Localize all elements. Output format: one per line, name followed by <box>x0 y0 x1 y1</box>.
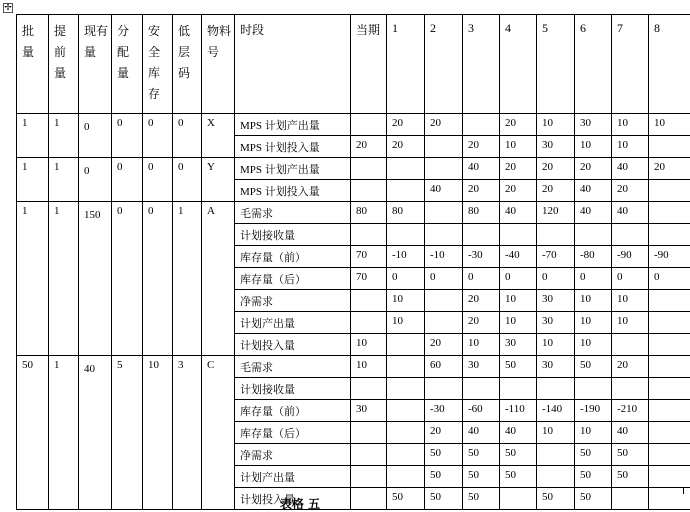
value-cell: 40 <box>463 158 500 180</box>
value-cell <box>612 334 649 356</box>
row-label: 库存量（后） <box>235 422 351 444</box>
value-cell <box>575 378 612 400</box>
item-param-cell: 0 <box>112 202 143 356</box>
value-cell: 10 <box>537 422 575 444</box>
column-header: 5 <box>537 15 575 114</box>
value-cell: 10 <box>575 422 612 444</box>
value-cell: 0 <box>425 268 463 290</box>
item-param-cell: C <box>202 356 235 510</box>
item-param-cell: 5 <box>112 356 143 510</box>
value-cell: -210 <box>612 400 649 422</box>
value-cell: 30 <box>537 312 575 334</box>
table-row <box>17 158 690 180</box>
column-header: 安全库存 <box>143 15 173 114</box>
value-cell <box>500 224 537 246</box>
value-cell <box>649 400 690 422</box>
value-cell: 10 <box>575 312 612 334</box>
value-cell <box>387 224 425 246</box>
value-cell: 120 <box>537 202 575 224</box>
value-cell <box>425 136 463 158</box>
value-cell <box>351 290 387 312</box>
value-cell: 10 <box>649 114 690 136</box>
value-cell: 40 <box>463 422 500 444</box>
value-cell: -140 <box>537 400 575 422</box>
item-param-cell: 1 <box>49 114 79 158</box>
mrp-table-body <box>17 15 690 510</box>
value-cell <box>537 224 575 246</box>
value-cell: 30 <box>575 114 612 136</box>
column-header: 低层码 <box>173 15 202 114</box>
value-cell: 50 <box>612 466 649 488</box>
value-cell: -70 <box>537 246 575 268</box>
value-cell <box>387 356 425 378</box>
value-cell: 0 <box>612 268 649 290</box>
value-cell <box>351 466 387 488</box>
value-cell <box>649 378 690 400</box>
item-param-cell: 0 <box>112 114 143 158</box>
row-label: 库存量（前） <box>235 400 351 422</box>
value-cell: 50 <box>387 488 425 510</box>
value-cell: 40 <box>575 180 612 202</box>
value-cell: -60 <box>463 400 500 422</box>
value-cell: -30 <box>425 400 463 422</box>
value-cell <box>537 466 575 488</box>
item-param-cell: 1 <box>49 158 79 202</box>
table-row <box>17 114 690 136</box>
value-cell <box>387 466 425 488</box>
row-label: 净需求 <box>235 290 351 312</box>
value-cell: 80 <box>351 202 387 224</box>
item-param-cell: 50 <box>17 356 49 510</box>
value-cell: 10 <box>537 334 575 356</box>
value-cell: 50 <box>425 488 463 510</box>
item-param-cell: 1 <box>173 202 202 356</box>
value-cell <box>425 290 463 312</box>
row-label: 毛需求 <box>235 356 351 378</box>
value-cell: 30 <box>463 356 500 378</box>
row-label: MPS 计划投入量 <box>235 136 351 158</box>
value-cell <box>649 312 690 334</box>
value-cell: 50 <box>575 444 612 466</box>
value-cell <box>351 114 387 136</box>
value-cell: 50 <box>425 444 463 466</box>
value-cell: 40 <box>425 180 463 202</box>
value-cell: 20 <box>612 180 649 202</box>
item-param-cell: A <box>202 202 235 356</box>
item-param-cell: 1 <box>49 202 79 356</box>
table-row <box>17 202 690 224</box>
column-header: 1 <box>387 15 425 114</box>
value-cell: 50 <box>463 488 500 510</box>
value-cell: 20 <box>463 312 500 334</box>
item-param-cell: 1 <box>49 356 79 510</box>
value-cell: 20 <box>351 136 387 158</box>
value-cell: 0 <box>387 268 425 290</box>
column-header: 2 <box>425 15 463 114</box>
value-cell: -30 <box>463 246 500 268</box>
row-label: 计划投入量 <box>235 334 351 356</box>
item-param-cell: 0 <box>143 158 173 202</box>
value-cell: 20 <box>500 180 537 202</box>
value-cell <box>649 224 690 246</box>
value-cell <box>351 158 387 180</box>
row-label: MPS 计划投入量 <box>235 180 351 202</box>
value-cell: 10 <box>387 312 425 334</box>
item-param-cell: 10 <box>143 356 173 510</box>
row-label: 计划投入量 <box>235 488 351 510</box>
column-header: 时段 <box>235 15 351 114</box>
value-cell: -110 <box>500 400 537 422</box>
value-cell: 20 <box>425 334 463 356</box>
value-cell: 30 <box>351 400 387 422</box>
value-cell: 50 <box>425 466 463 488</box>
item-param-cell: Y <box>202 158 235 202</box>
value-cell: 10 <box>463 334 500 356</box>
value-cell <box>387 158 425 180</box>
mrp-table <box>16 14 690 510</box>
value-cell <box>387 444 425 466</box>
value-cell: 10 <box>500 136 537 158</box>
value-cell <box>612 378 649 400</box>
value-cell: 0 <box>537 268 575 290</box>
value-cell: 40 <box>612 202 649 224</box>
value-cell: 50 <box>500 444 537 466</box>
value-cell: 20 <box>612 356 649 378</box>
value-cell: 20 <box>500 158 537 180</box>
value-cell: 10 <box>575 136 612 158</box>
row-label: 计划产出量 <box>235 312 351 334</box>
value-cell <box>649 466 690 488</box>
value-cell <box>425 202 463 224</box>
value-cell: 60 <box>425 356 463 378</box>
value-cell <box>351 444 387 466</box>
value-cell <box>387 378 425 400</box>
value-cell: 10 <box>612 136 649 158</box>
value-cell: 70 <box>351 268 387 290</box>
page-corner-mark <box>683 487 688 494</box>
value-cell: 20 <box>537 180 575 202</box>
value-cell <box>351 378 387 400</box>
value-cell: 70 <box>351 246 387 268</box>
value-cell <box>425 224 463 246</box>
value-cell: 10 <box>575 290 612 312</box>
value-cell <box>649 422 690 444</box>
value-cell: 20 <box>387 136 425 158</box>
value-cell: 10 <box>387 290 425 312</box>
value-cell: 0 <box>649 268 690 290</box>
column-header: 批量 <box>17 15 49 114</box>
value-cell: 50 <box>463 444 500 466</box>
value-cell <box>500 378 537 400</box>
value-cell: 40 <box>500 202 537 224</box>
value-cell <box>537 378 575 400</box>
value-cell: 10 <box>351 334 387 356</box>
row-label: 计划接收量 <box>235 378 351 400</box>
item-param-cell: X <box>202 114 235 158</box>
value-cell: -40 <box>500 246 537 268</box>
value-cell: 80 <box>463 202 500 224</box>
value-cell <box>351 312 387 334</box>
value-cell <box>537 444 575 466</box>
value-cell: 50 <box>612 444 649 466</box>
row-label: 库存量（后） <box>235 268 351 290</box>
item-param-cell: 0 <box>143 114 173 158</box>
value-cell: 20 <box>463 136 500 158</box>
column-header: 物料号 <box>202 15 235 114</box>
value-cell: 50 <box>537 488 575 510</box>
value-cell: 20 <box>463 180 500 202</box>
item-param-cell: 0 <box>143 202 173 356</box>
column-header: 分配量 <box>112 15 143 114</box>
item-param-cell: 0 <box>173 114 202 158</box>
row-label: 库存量（前） <box>235 246 351 268</box>
value-cell: 20 <box>425 114 463 136</box>
value-cell <box>649 290 690 312</box>
value-cell: -190 <box>575 400 612 422</box>
value-cell: 40 <box>612 422 649 444</box>
value-cell: -90 <box>649 246 690 268</box>
value-cell: 20 <box>575 158 612 180</box>
value-cell: 20 <box>463 290 500 312</box>
item-param-cell: 0 <box>112 158 143 202</box>
value-cell <box>649 356 690 378</box>
row-label: 计划接收量 <box>235 224 351 246</box>
value-cell: 10 <box>612 114 649 136</box>
value-cell <box>463 224 500 246</box>
value-cell: 10 <box>575 334 612 356</box>
value-cell <box>649 202 690 224</box>
item-param-cell: 0 <box>79 158 112 202</box>
value-cell: 20 <box>500 114 537 136</box>
value-cell: 40 <box>500 422 537 444</box>
value-cell: 20 <box>537 158 575 180</box>
value-cell <box>463 378 500 400</box>
item-param-cell: 1 <box>17 114 49 158</box>
value-cell: 0 <box>500 268 537 290</box>
row-label: 毛需求 <box>235 202 351 224</box>
value-cell: 50 <box>575 466 612 488</box>
value-cell: 10 <box>500 312 537 334</box>
value-cell <box>463 114 500 136</box>
value-cell: 10 <box>500 290 537 312</box>
item-param-cell: 1 <box>17 202 49 356</box>
value-cell: 80 <box>387 202 425 224</box>
value-cell: 20 <box>649 158 690 180</box>
value-cell: 50 <box>575 356 612 378</box>
value-cell: 50 <box>500 466 537 488</box>
value-cell <box>649 334 690 356</box>
column-header: 当期 <box>351 15 387 114</box>
value-cell: 50 <box>463 466 500 488</box>
item-param-cell: 3 <box>173 356 202 510</box>
value-cell: 30 <box>537 136 575 158</box>
table-row <box>17 356 690 378</box>
value-cell <box>575 224 612 246</box>
column-header: 3 <box>463 15 500 114</box>
table-move-handle-icon[interactable]: ✢ <box>3 3 13 13</box>
value-cell: -80 <box>575 246 612 268</box>
value-cell <box>612 488 649 510</box>
value-cell: -10 <box>387 246 425 268</box>
value-cell: 10 <box>612 312 649 334</box>
item-param-cell: 0 <box>173 158 202 202</box>
table-caption: 表格 五 <box>0 495 600 512</box>
row-label: MPS 计划产出量 <box>235 114 351 136</box>
value-cell: 50 <box>500 356 537 378</box>
value-cell: 30 <box>537 290 575 312</box>
value-cell <box>649 180 690 202</box>
column-header: 7 <box>612 15 649 114</box>
value-cell <box>425 312 463 334</box>
value-cell <box>425 378 463 400</box>
value-cell <box>387 422 425 444</box>
value-cell <box>649 136 690 158</box>
value-cell <box>351 224 387 246</box>
header-row <box>17 15 690 114</box>
value-cell <box>387 180 425 202</box>
value-cell: 20 <box>387 114 425 136</box>
value-cell: 40 <box>575 202 612 224</box>
value-cell <box>351 422 387 444</box>
value-cell: -10 <box>425 246 463 268</box>
item-param-cell: 1 <box>17 158 49 202</box>
row-label: 计划产出量 <box>235 466 351 488</box>
value-cell: 10 <box>537 114 575 136</box>
item-param-cell: 150 <box>79 202 112 356</box>
value-cell <box>425 158 463 180</box>
value-cell: -90 <box>612 246 649 268</box>
value-cell: 10 <box>612 290 649 312</box>
value-cell <box>351 180 387 202</box>
column-header: 提前量 <box>49 15 79 114</box>
value-cell: 10 <box>351 356 387 378</box>
value-cell: 0 <box>463 268 500 290</box>
column-header: 8 <box>649 15 690 114</box>
value-cell: 30 <box>537 356 575 378</box>
row-label: 净需求 <box>235 444 351 466</box>
column-header: 6 <box>575 15 612 114</box>
value-cell: 20 <box>425 422 463 444</box>
value-cell: 0 <box>575 268 612 290</box>
value-cell <box>387 334 425 356</box>
row-label: MPS 计划产出量 <box>235 158 351 180</box>
value-cell <box>387 400 425 422</box>
value-cell <box>612 224 649 246</box>
value-cell <box>649 444 690 466</box>
item-param-cell: 40 <box>79 356 112 510</box>
value-cell: 30 <box>500 334 537 356</box>
value-cell: 40 <box>612 158 649 180</box>
column-header: 现有量 <box>79 15 112 114</box>
column-header: 4 <box>500 15 537 114</box>
value-cell: 50 <box>575 488 612 510</box>
item-param-cell: 0 <box>79 114 112 158</box>
